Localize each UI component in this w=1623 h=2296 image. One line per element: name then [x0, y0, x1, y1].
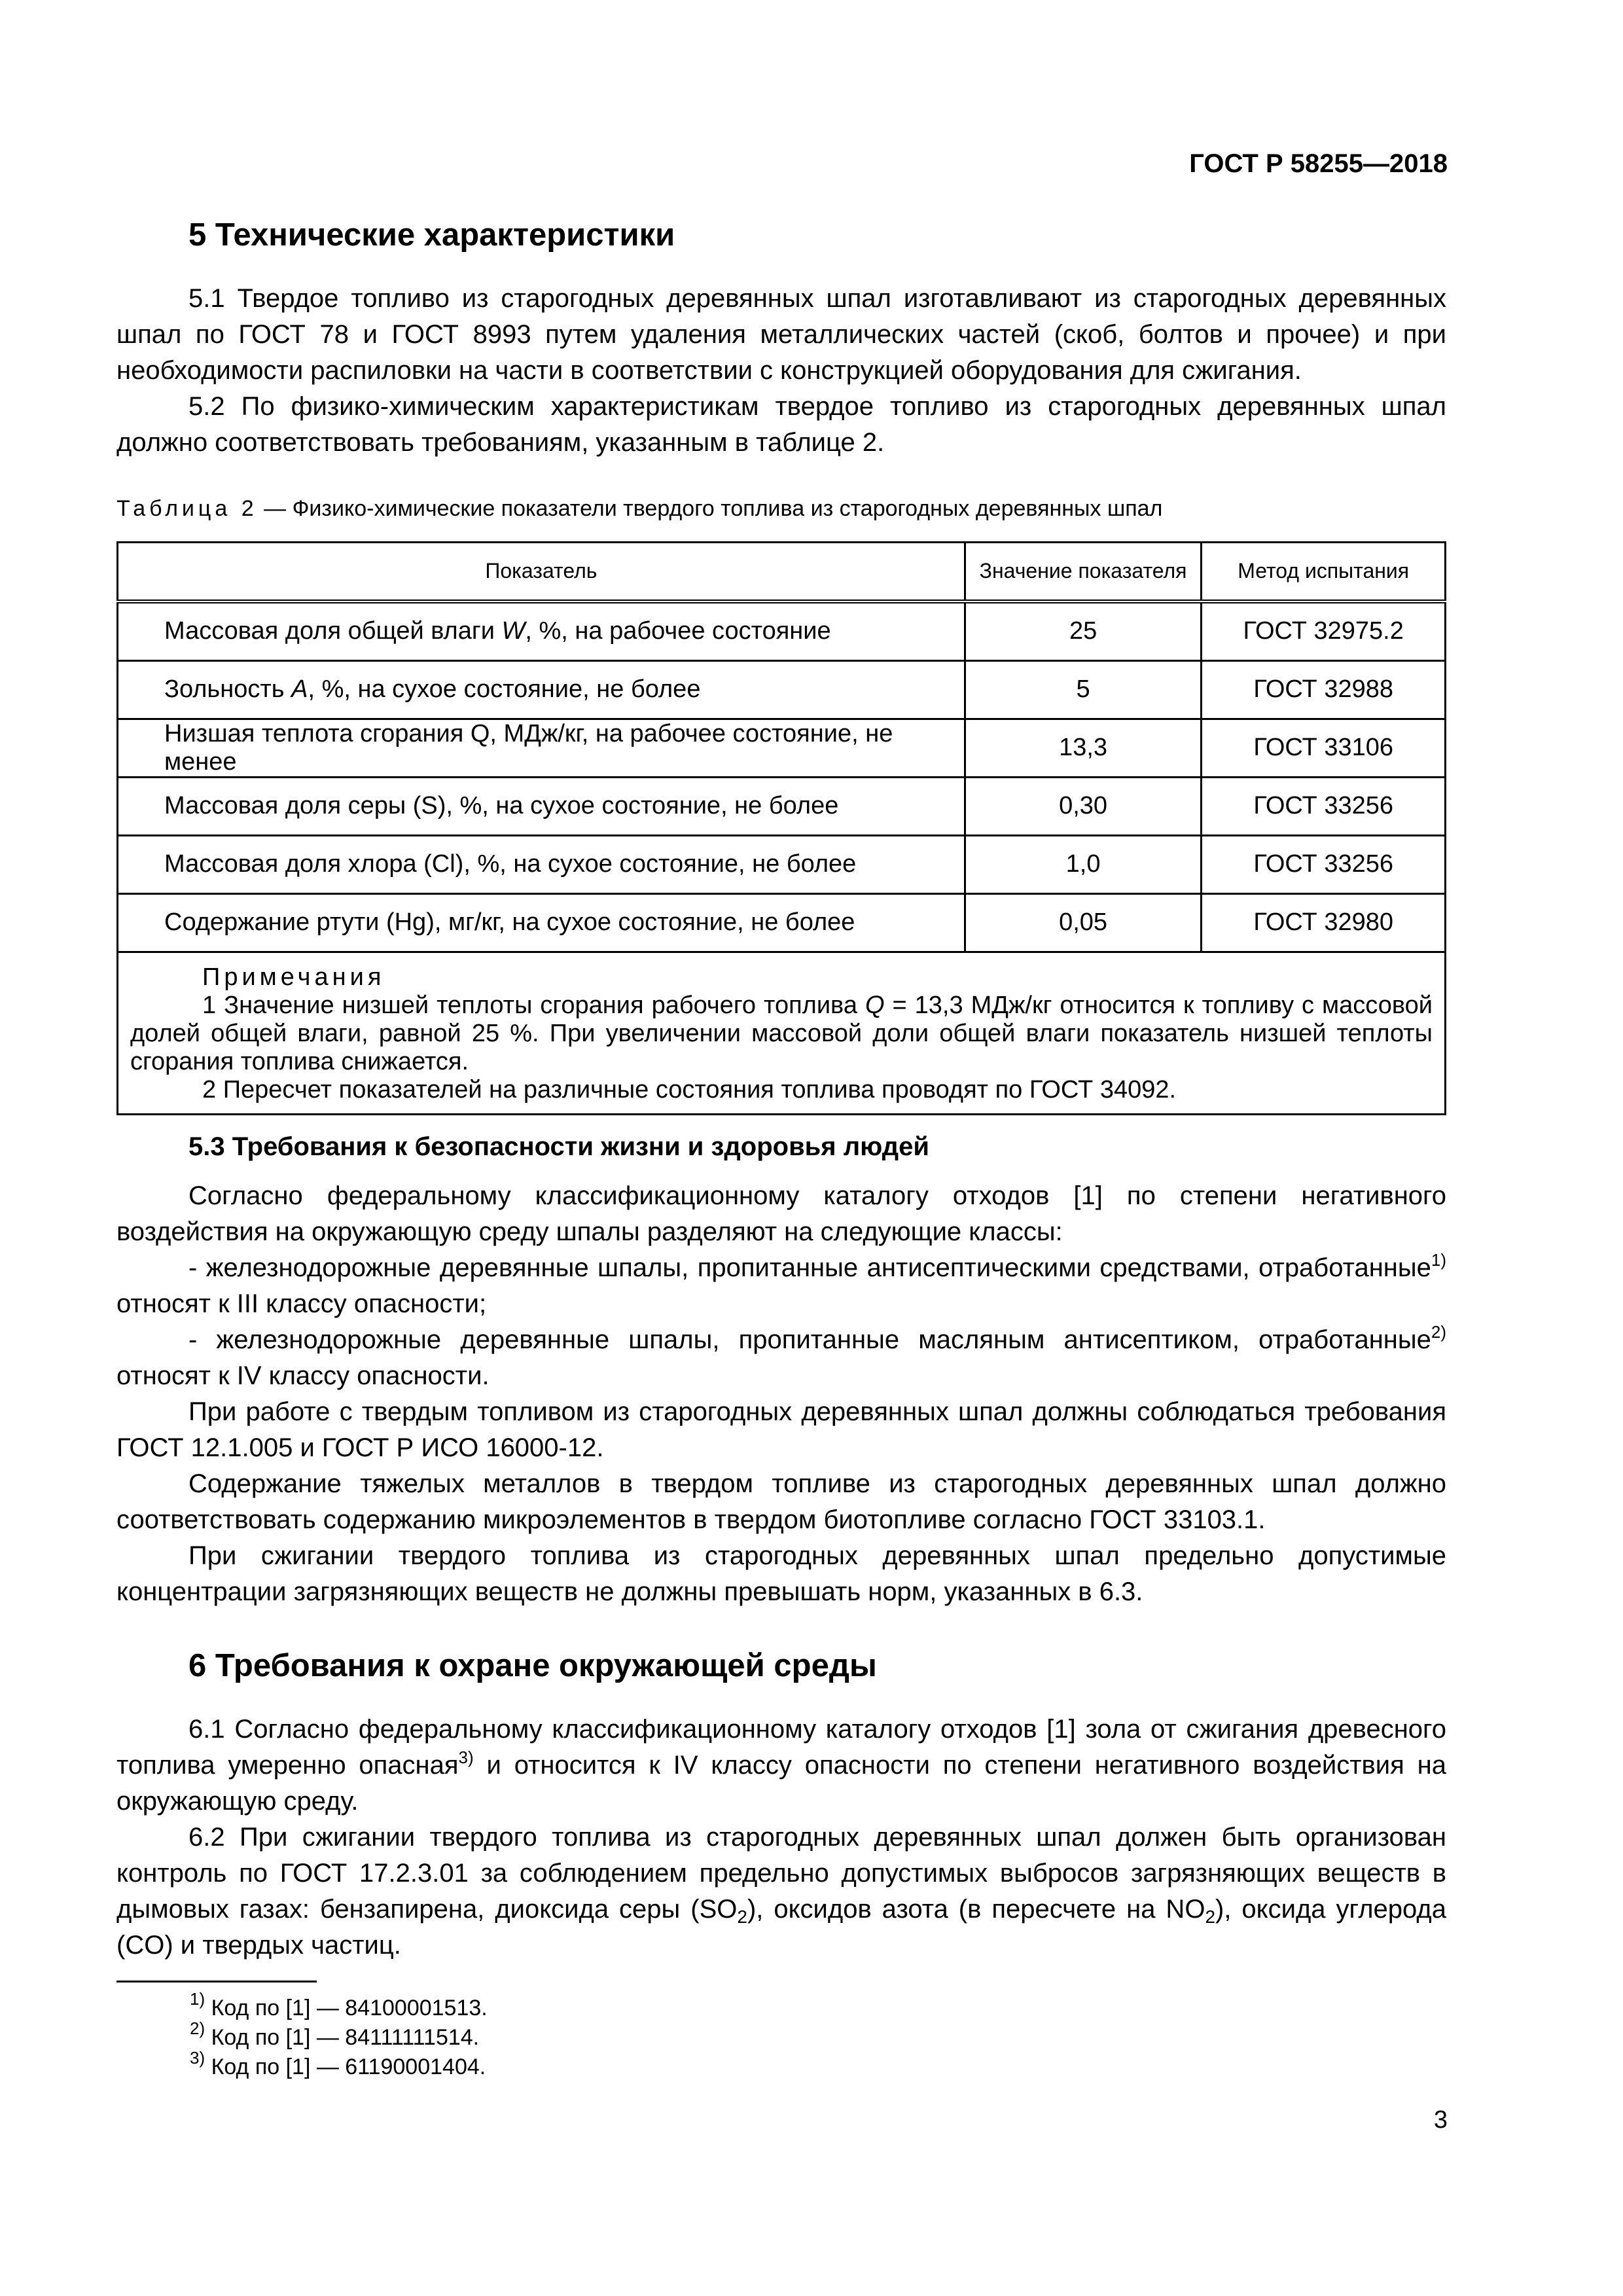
page-number: 3	[1433, 2106, 1448, 2134]
paragraph-5-3-5: Содержание тяжелых металлов в твердом топливе из старогодных деревянных шпал должно соответствовать содержанию микроэлементов в твердом биотопливе согласно ГОСТ 33103.1.	[116, 1469, 1446, 1534]
row-indicator: Массовая доля хлора (Cl), %, на сухое состояние, не более	[118, 835, 965, 893]
row-indicator	[118, 601, 965, 661]
row-method: ГОСТ 32988	[1202, 660, 1446, 719]
row-indicator-var: W	[501, 617, 526, 645]
text: 6.2 При сжигании твердого топлива из старогодных деревянных шпал должен быть организован контроль по ГОСТ 17.2.3.01 за соблюдением предельно допустимых выбросов загрязняющих веществ в дымовых газах: бензапирена, диоксида серы (SO	[116, 1822, 1446, 1924]
properties-table	[116, 541, 1446, 1115]
paragraph-5-3-6: При сжигании твердого топлива из старогодных деревянных шпал предельно допустимые концентрации загрязняющих веществ не должны превышать норм, указанных в 6.3.	[116, 1541, 1446, 1606]
row-indicator	[118, 660, 965, 719]
table-caption-text: — Физико-химические показатели твердого топлива из старогодных деревянных шпал	[264, 495, 1163, 521]
table-caption-label: Таблица 2	[116, 495, 258, 521]
footnote-ref: 1)	[1431, 1249, 1446, 1270]
text: - железнодорожные деревянные шпалы, пропитанные масляным антисептиком, отработанные	[188, 1325, 1431, 1354]
footnote	[190, 2048, 488, 2082]
footnotes	[190, 1989, 488, 2082]
table-row	[118, 660, 1446, 719]
footnote-mark: 2)	[190, 2018, 205, 2038]
footnote-ref: 2)	[1431, 1321, 1446, 1342]
text: - железнодорожные деревянные шпалы, пропитанные антисептическими средствами, отработанные	[188, 1253, 1431, 1282]
row-value: 0,30	[965, 777, 1202, 835]
text: 6.1 Согласно федеральному классификационному каталогу отходов [1] зола от сжигания древесного топлива умеренно опасная	[116, 1714, 1446, 1780]
footnote-text: Код по [1] — 84111111514.	[205, 2025, 480, 2050]
footnote-mark: 1)	[190, 1989, 205, 2009]
row-method: ГОСТ 33106	[1202, 719, 1446, 777]
table-row	[118, 601, 1446, 661]
notes-title: Примечания	[202, 963, 385, 991]
paragraph-5-3-2	[116, 1250, 1446, 1322]
row-indicator-text: Зольность	[164, 675, 292, 704]
row-method: ГОСТ 32980	[1202, 893, 1446, 952]
table-row	[118, 777, 1446, 835]
page-content	[116, 216, 1446, 1964]
paragraph-5-1: 5.1 Твердое топливо из старогодных деревянных шпал изготавливают из старогодных деревянных шпал по ГОСТ 78 и ГОСТ 8993 путем удаления металлических частей (скоб, болтов и прочее) и при необходимости распиловки на части в соответствии с конструкцией оборудования для сжигания.	[116, 283, 1446, 385]
row-indicator: Низшая теплота сгорания Q, МДж/кг, на рабочее состояние, не менее	[118, 719, 965, 777]
paragraph-5-3-1: Согласно федеральному классификационному каталогу отходов [1] по степени негативного воздействия на окружающую среду шпалы разделяют на следующие классы:	[116, 1181, 1446, 1246]
note-1-text: 1 Значение низшей теплоты сгорания рабочего топлива	[202, 991, 865, 1019]
text: относят к IV классу опасности.	[116, 1361, 490, 1390]
text: ), оксида углерода (CO) и твердых частиц.	[116, 1894, 1446, 1960]
footnote	[190, 1989, 488, 2023]
footnote-ref: 3)	[458, 1747, 474, 1767]
table-row	[118, 719, 1446, 777]
footnote-mark: 3)	[190, 2048, 205, 2068]
table-row	[118, 835, 1446, 893]
header-indicator: Показатель	[118, 542, 965, 601]
row-method: ГОСТ 33256	[1202, 835, 1446, 893]
section-5-title: 5 Технические характеристики	[188, 217, 675, 253]
footnote-text: Код по [1] — 84100001513.	[205, 1996, 488, 2020]
table-row	[118, 893, 1446, 952]
row-method: ГОСТ 32975.2	[1202, 601, 1446, 661]
text: относят к III классу опасности;	[116, 1289, 487, 1318]
section-6-title: 6 Требования к охране окружающей среды	[188, 1647, 877, 1683]
subscript: 2	[1205, 1906, 1216, 1927]
note-1-text-end: = 13,3 МДж/кг относится к топливу с массовой долей общей влаги, равной 25 %. При увеличении массовой доли общей влаги показатель низшей теплоты сгорания топлива снижается.	[130, 991, 1433, 1075]
table-notes	[118, 952, 1446, 1114]
paragraph-6-1	[116, 1712, 1446, 1820]
row-method: ГОСТ 33256	[1202, 777, 1446, 835]
row-indicator-text-end: , %, на рабочее состояние	[525, 617, 831, 645]
text: ), оксидов азота (в пересчете на NO	[747, 1894, 1205, 1924]
row-value: 25	[965, 601, 1202, 661]
row-value: 0,05	[965, 893, 1202, 952]
note-1	[130, 992, 1433, 1076]
note-1-var: Q	[865, 991, 885, 1019]
table-notes-row	[118, 952, 1446, 1114]
row-value: 5	[965, 660, 1202, 719]
row-indicator-text: Массовая доля общей влаги	[164, 617, 502, 645]
document-code-header: ГОСТ Р 58255—2018	[1189, 149, 1448, 178]
paragraph-5-3-3	[116, 1322, 1446, 1394]
header-method: Метод испытания	[1202, 542, 1446, 601]
footnote-text: Код по [1] — 61190001404.	[205, 2054, 486, 2079]
row-value: 1,0	[965, 835, 1202, 893]
table-header-row	[118, 542, 1446, 601]
row-indicator: Содержание ртути (Hg), мг/кг, на сухое состояние, не более	[118, 893, 965, 952]
row-indicator-text-end: , %, на сухое состояние, не более	[308, 675, 701, 704]
section-5-3-title: 5.3 Требования к безопасности жизни и здоровья людей	[188, 1132, 929, 1161]
subscript: 2	[737, 1906, 747, 1927]
footnote	[190, 2018, 488, 2053]
text: и относится к IV классу опасности по степени негативного воздействия на окружающую среду.	[116, 1750, 1446, 1816]
spacer	[116, 1610, 1446, 1647]
row-indicator-var: A	[291, 675, 308, 704]
header-value: Значение показателя	[965, 542, 1202, 601]
note-2: 2 Пересчет показателей на различные состояния топлива проводят по ГОСТ 34092.	[202, 1075, 1177, 1103]
row-value: 13,3	[965, 719, 1202, 777]
footnote-separator	[116, 1981, 317, 1982]
row-indicator: Массовая доля серы (S), %, на сухое состояние, не более	[118, 777, 965, 835]
paragraph-6-2	[116, 1820, 1446, 1964]
table-caption	[116, 496, 1446, 522]
paragraph-5-2: 5.2 По физико-химическим характеристикам твердое топливо из старогодных деревянных шпал должно соответствовать требованиям, указанным в таблице 2.	[116, 391, 1446, 457]
paragraph-5-3-4: При работе с твердым топливом из старогодных деревянных шпал должны соблюдаться требования ГОСТ 12.1.005 и ГОСТ Р ИСО 16000-12.	[116, 1397, 1446, 1462]
